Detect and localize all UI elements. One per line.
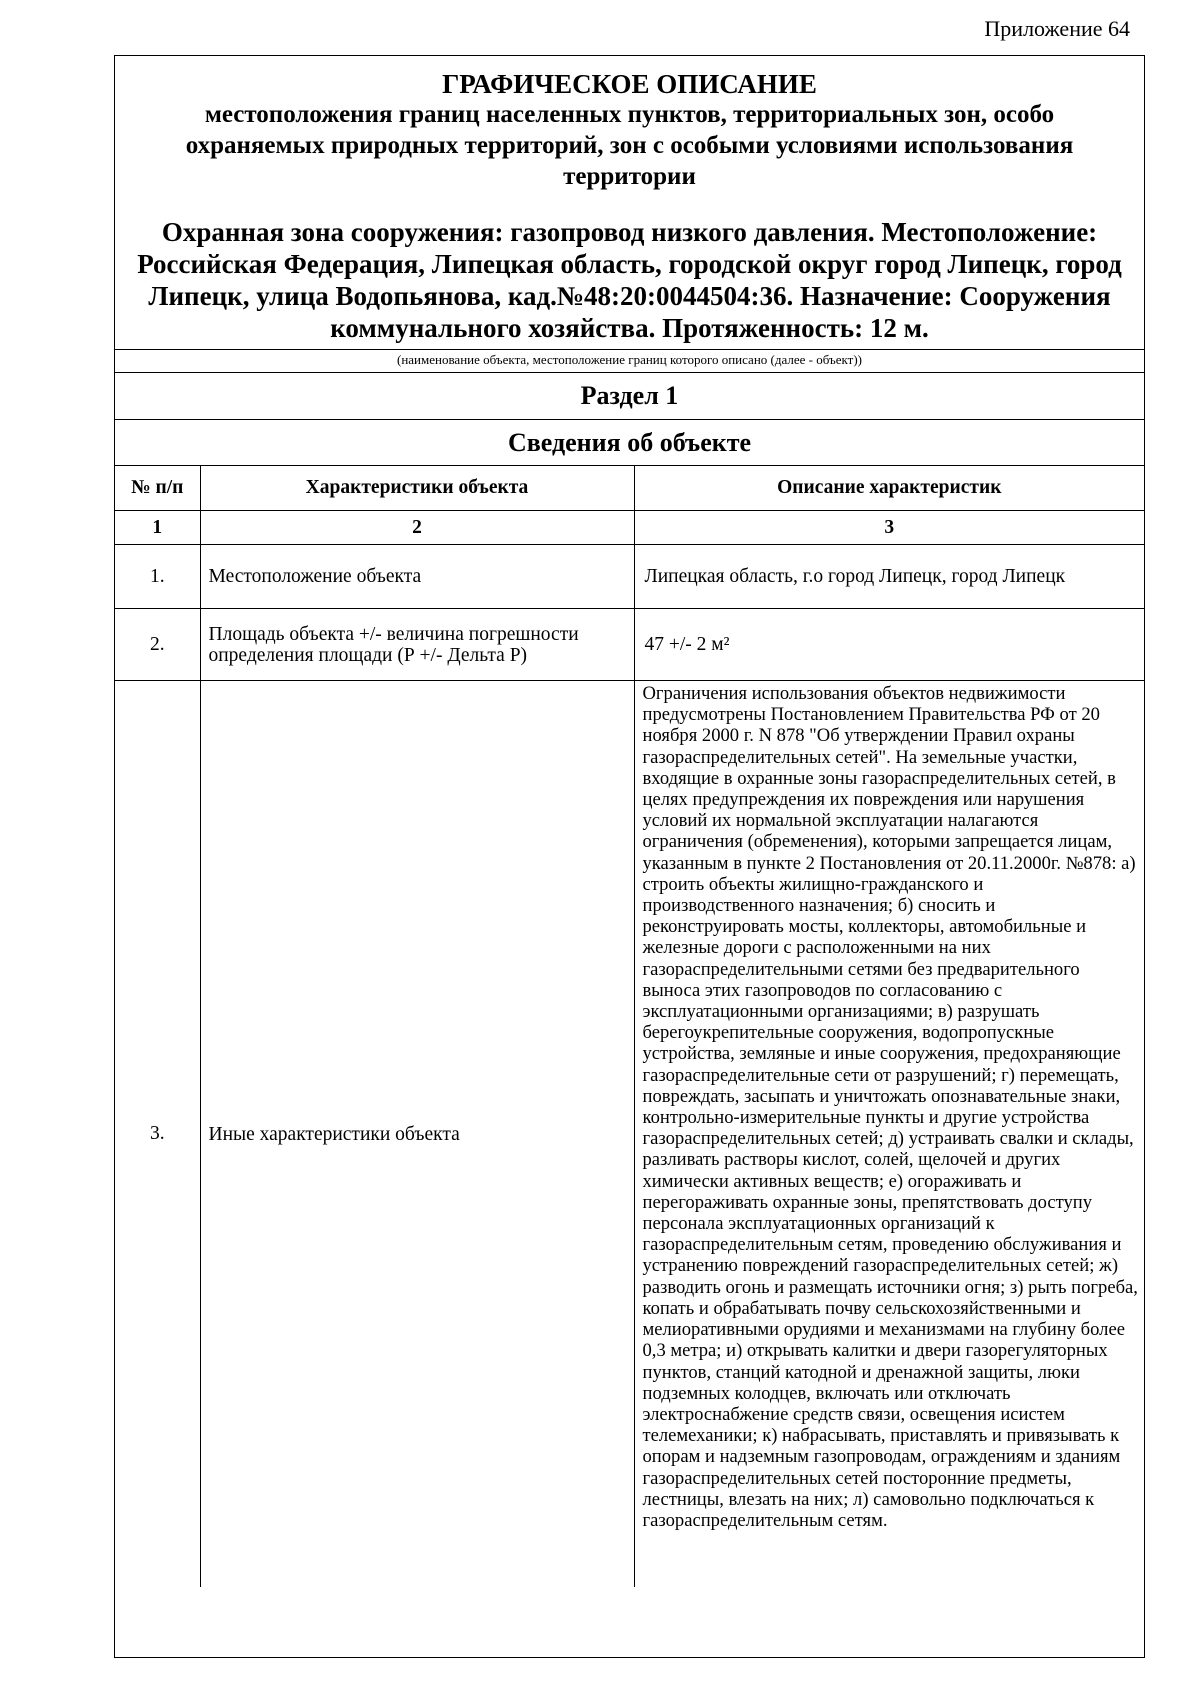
column-number: 1 — [115, 511, 200, 545]
row-description: Ограничения использования объектов недвижимости предусмотрены Постановлением Правительства РФ от 20 ноября 2000 г. N 878 "Об утверждении Правил охраны газораспределительных сетей". На земельные участки, входящие в охранные зоны газораспределительных сетей, в целях предупреждения их повреждения или нарушения условий их нормальной эксплуатации налагаются ограничения (обременения), которыми запрещается лицам, указанным в пункте 2 Постановления от 20.11.2000г. №878: а) строить объекты жилищно-гражданского и производственного назначения; б) сносить и реконструировать мосты, коллекторы, автомобильные и железные дороги с расположенными на них газораспределительными сетями без предварительного выноса этих газопроводов по согласованию с эксплуатационными организациями; в) разрушать берегоукрепительные сооружения, водопропускные устройства, земляные и иные сооружения, предохраняющие газораспределительные сети от разрушений; г) перемещать, повреждать, засыпать и уничтожать опознавательные знаки, контрольно-измерительные пункты и другие устройства газораспределительных сетей; д) устраивать свалки и склады, разливать растворы кислот, солей, щелочей и других химически активных веществ; е) огораживать и перегораживать охранные зоны, препятствовать доступу персонала эксплуатационных организаций к газораспределительным сетям, проведению обслуживания и устранению повреждений газораспределительных сетей; ж) разводить огонь и размещать источники огня; з) рыть погреба, копать и обрабатывать почву сельскохозяйственными и мелиоративными орудиями и механизмами на глубину более 0,3 метра; и) открывать калитки и двери газорегуляторных пунктов, станций катодной и дренажной защиты, люки подземных колодцев, включать или отключать электроснабжение средств связи, освещения исистем телемеханики; к) набрасывать, приставлять и привязывать к опорам и надземным газопроводам, ограждениям и зданиям газораспределительных сетей посторонние предметы, лестницы, влезать на них; л) самовольно подключаться к газораспределительным сетям. — [634, 681, 1144, 1588]
document-title: ГРАФИЧЕСКОЕ ОПИСАНИЕ — [442, 69, 817, 99]
header-characteristic: Характеристики объекта — [200, 466, 634, 511]
row-number: 3. — [115, 681, 200, 1588]
row-number: 2. — [115, 609, 200, 681]
section-title: Раздел 1 — [115, 373, 1144, 420]
table-header-row — [115, 466, 1144, 511]
document-frame — [114, 55, 1145, 1658]
object-description: Охранная зона сооружения: газопровод низкого давления. Местоположение: Российская Федерация, Липецкая область, городской округ город Липецк, город Липецк, улица Водопьянова, кад.№48:20:0044504:36. Назначение: Сооружения коммунального хозяйства. Протяженность: 12 м. — [137, 217, 1122, 343]
row-characteristic: Иные характеристики объекта — [200, 681, 634, 1588]
row-number: 1. — [115, 545, 200, 609]
appendix-label: Приложение 64 — [984, 16, 1130, 41]
column-number: 3 — [634, 511, 1144, 545]
object-info-table — [115, 466, 1144, 1587]
row-characteristic: Площадь объекта +/- величина погрешности определения площади (Р +/- Дельта Р) — [200, 609, 634, 681]
table-row — [115, 609, 1144, 681]
table-row — [115, 681, 1144, 1588]
header-description: Описание характеристик — [634, 466, 1144, 511]
document-subtitle: местоположения границ населенных пунктов, территориальных зон, особо охраняемых природных территорий, зон с особыми условиями использования территории — [185, 101, 1074, 190]
row-characteristic: Местоположение объекта — [200, 545, 634, 609]
table-row — [115, 545, 1144, 609]
row-description: 47 +/- 2 м² — [634, 609, 1144, 681]
column-number: 2 — [200, 511, 634, 545]
object-caption: (наименование объекта, местоположение границ которого описано (далее - объект)) — [115, 349, 1144, 373]
header-number: № п/п — [115, 466, 200, 511]
document-header — [115, 56, 1144, 349]
column-number-row — [115, 511, 1144, 545]
section-subtitle: Сведения об объекте — [115, 420, 1144, 466]
row-description: Липецкая область, г.о город Липецк, город Липецк — [634, 545, 1144, 609]
